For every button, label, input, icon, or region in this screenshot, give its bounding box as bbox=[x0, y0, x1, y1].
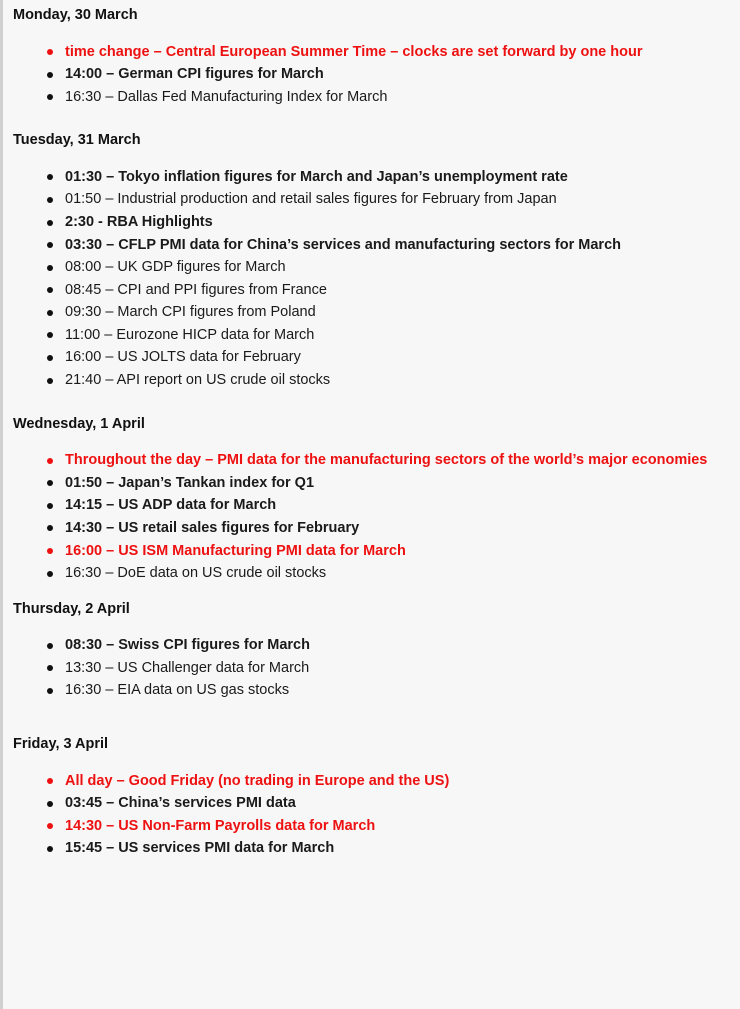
list-item bbox=[11, 280, 732, 301]
event-text: 16:00 – US ISM Manufacturing PMI data for March bbox=[65, 542, 406, 559]
event-text: 16:30 – EIA data on US gas stocks bbox=[65, 682, 290, 699]
bullet-icon bbox=[47, 332, 53, 338]
bullet-icon bbox=[47, 287, 53, 293]
list-item bbox=[11, 87, 732, 108]
bullet-icon bbox=[47, 94, 53, 100]
event-text: 14:00 – German CPI figures for March bbox=[65, 66, 324, 83]
event-text: 2:30 - RBA Highlights bbox=[65, 214, 213, 231]
event-text: 03:30 – CFLP PMI data for China’s services and manufacturing sectors for March bbox=[65, 236, 621, 253]
bullet-icon bbox=[47, 310, 53, 316]
event-text: 16:00 – US JOLTS data for February bbox=[65, 349, 301, 366]
list-item bbox=[11, 473, 732, 494]
bullet-icon bbox=[47, 665, 53, 671]
event-text: 21:40 – API report on US crude oil stocks bbox=[65, 372, 331, 389]
list-item bbox=[11, 658, 732, 679]
event-text: All day – Good Friday (no trading in Europe and the US) bbox=[65, 772, 450, 789]
section-spacer bbox=[11, 393, 732, 415]
day-heading: Monday, 30 March bbox=[13, 7, 138, 23]
event-text: 13:30 – US Challenger data for March bbox=[65, 659, 310, 676]
list-item bbox=[11, 771, 732, 792]
bullet-icon bbox=[47, 355, 53, 361]
bullet-icon bbox=[47, 480, 53, 486]
event-text: 16:30 – DoE data on US crude oil stocks bbox=[65, 565, 327, 582]
list-item bbox=[11, 325, 732, 346]
list-item bbox=[11, 635, 732, 656]
heading-spacer bbox=[11, 761, 732, 771]
event-text: 09:30 – March CPI figures from Poland bbox=[65, 304, 316, 321]
event-text: 03:45 – China’s services PMI data bbox=[65, 795, 296, 812]
event-text: 15:45 – US services PMI data for March bbox=[65, 840, 335, 857]
event-text: 01:30 – Tokyo inflation figures for March and Japan’s unemployment rate bbox=[65, 168, 568, 185]
bullet-icon bbox=[47, 643, 53, 649]
bullet-icon bbox=[47, 242, 53, 248]
section-spacer bbox=[11, 109, 732, 131]
bullet-icon bbox=[47, 525, 53, 531]
event-text: 14:30 – US Non-Farm Payrolls data for March bbox=[65, 817, 376, 834]
list-item bbox=[11, 42, 732, 63]
bullet-icon bbox=[47, 688, 53, 694]
event-text: 08:45 – CPI and PPI figures from France bbox=[65, 281, 327, 298]
list-item bbox=[11, 838, 732, 859]
list-item bbox=[11, 235, 732, 256]
bullet-icon bbox=[47, 458, 53, 464]
list-item bbox=[11, 563, 732, 584]
section-spacer bbox=[11, 703, 732, 735]
list-item bbox=[11, 816, 732, 837]
heading-spacer bbox=[11, 440, 732, 450]
event-text: 11:00 – Eurozone HICP data for March bbox=[65, 326, 315, 343]
bullet-icon bbox=[47, 72, 53, 78]
event-text: 16:30 – Dallas Fed Manufacturing Index for March bbox=[65, 88, 388, 105]
bullet-icon bbox=[47, 265, 53, 271]
bullet-icon bbox=[47, 823, 53, 829]
list-item bbox=[11, 167, 732, 188]
day-block bbox=[11, 131, 732, 390]
list-item bbox=[11, 302, 732, 323]
bullet-icon bbox=[47, 846, 53, 852]
bullet-icon bbox=[47, 503, 53, 509]
event-text: time change – Central European Summer Time – clocks are set forward by one hour bbox=[65, 43, 643, 60]
event-text: 08:00 – UK GDP figures for March bbox=[65, 259, 286, 276]
list-item bbox=[11, 541, 732, 562]
list-item bbox=[11, 64, 732, 85]
event-list bbox=[11, 771, 732, 859]
event-text: Throughout the day – PMI data for the manufacturing sectors of the world’s major economies bbox=[65, 452, 708, 469]
day-block bbox=[11, 735, 732, 859]
bullet-icon bbox=[47, 197, 53, 203]
event-text: 01:50 – Industrial production and retail sales figures for February from Japan bbox=[65, 191, 557, 208]
list-item bbox=[11, 793, 732, 814]
day-block bbox=[11, 600, 732, 701]
list-item bbox=[11, 212, 732, 233]
bullet-icon bbox=[47, 378, 53, 384]
list-item bbox=[11, 257, 732, 278]
heading-spacer bbox=[11, 625, 732, 635]
list-item bbox=[11, 347, 732, 368]
bullet-icon bbox=[47, 174, 53, 180]
list-item bbox=[11, 450, 732, 471]
heading-spacer bbox=[11, 157, 732, 167]
list-item bbox=[11, 495, 732, 516]
day-block bbox=[11, 6, 732, 107]
bullet-icon bbox=[47, 49, 53, 55]
day-block bbox=[11, 415, 732, 584]
bullet-icon bbox=[47, 548, 53, 554]
event-text: 08:30 – Swiss CPI figures for March bbox=[65, 637, 310, 654]
heading-spacer bbox=[11, 32, 732, 42]
day-heading: Friday, 3 April bbox=[13, 735, 109, 752]
event-list bbox=[11, 450, 732, 583]
event-text: 14:15 – US ADP data for March bbox=[65, 497, 277, 514]
list-item bbox=[11, 189, 732, 210]
day-heading: Tuesday, 31 March bbox=[13, 132, 141, 149]
calendar-list bbox=[11, 6, 732, 859]
section-spacer bbox=[11, 586, 732, 600]
event-list bbox=[11, 167, 732, 391]
day-heading: Thursday, 2 April bbox=[13, 600, 130, 617]
list-item bbox=[11, 680, 732, 701]
event-text: 14:30 – US retail sales figures for February bbox=[65, 519, 360, 536]
list-item bbox=[11, 518, 732, 539]
bullet-icon bbox=[47, 220, 53, 226]
event-text: 01:50 – Japan’s Tankan index for Q1 bbox=[65, 474, 315, 491]
list-item bbox=[11, 370, 732, 391]
bullet-icon bbox=[47, 801, 53, 807]
bullet-icon bbox=[47, 571, 53, 577]
bullet-icon bbox=[47, 778, 53, 784]
event-list bbox=[11, 635, 732, 701]
event-list bbox=[11, 42, 732, 108]
day-heading: Wednesday, 1 April bbox=[13, 415, 145, 432]
